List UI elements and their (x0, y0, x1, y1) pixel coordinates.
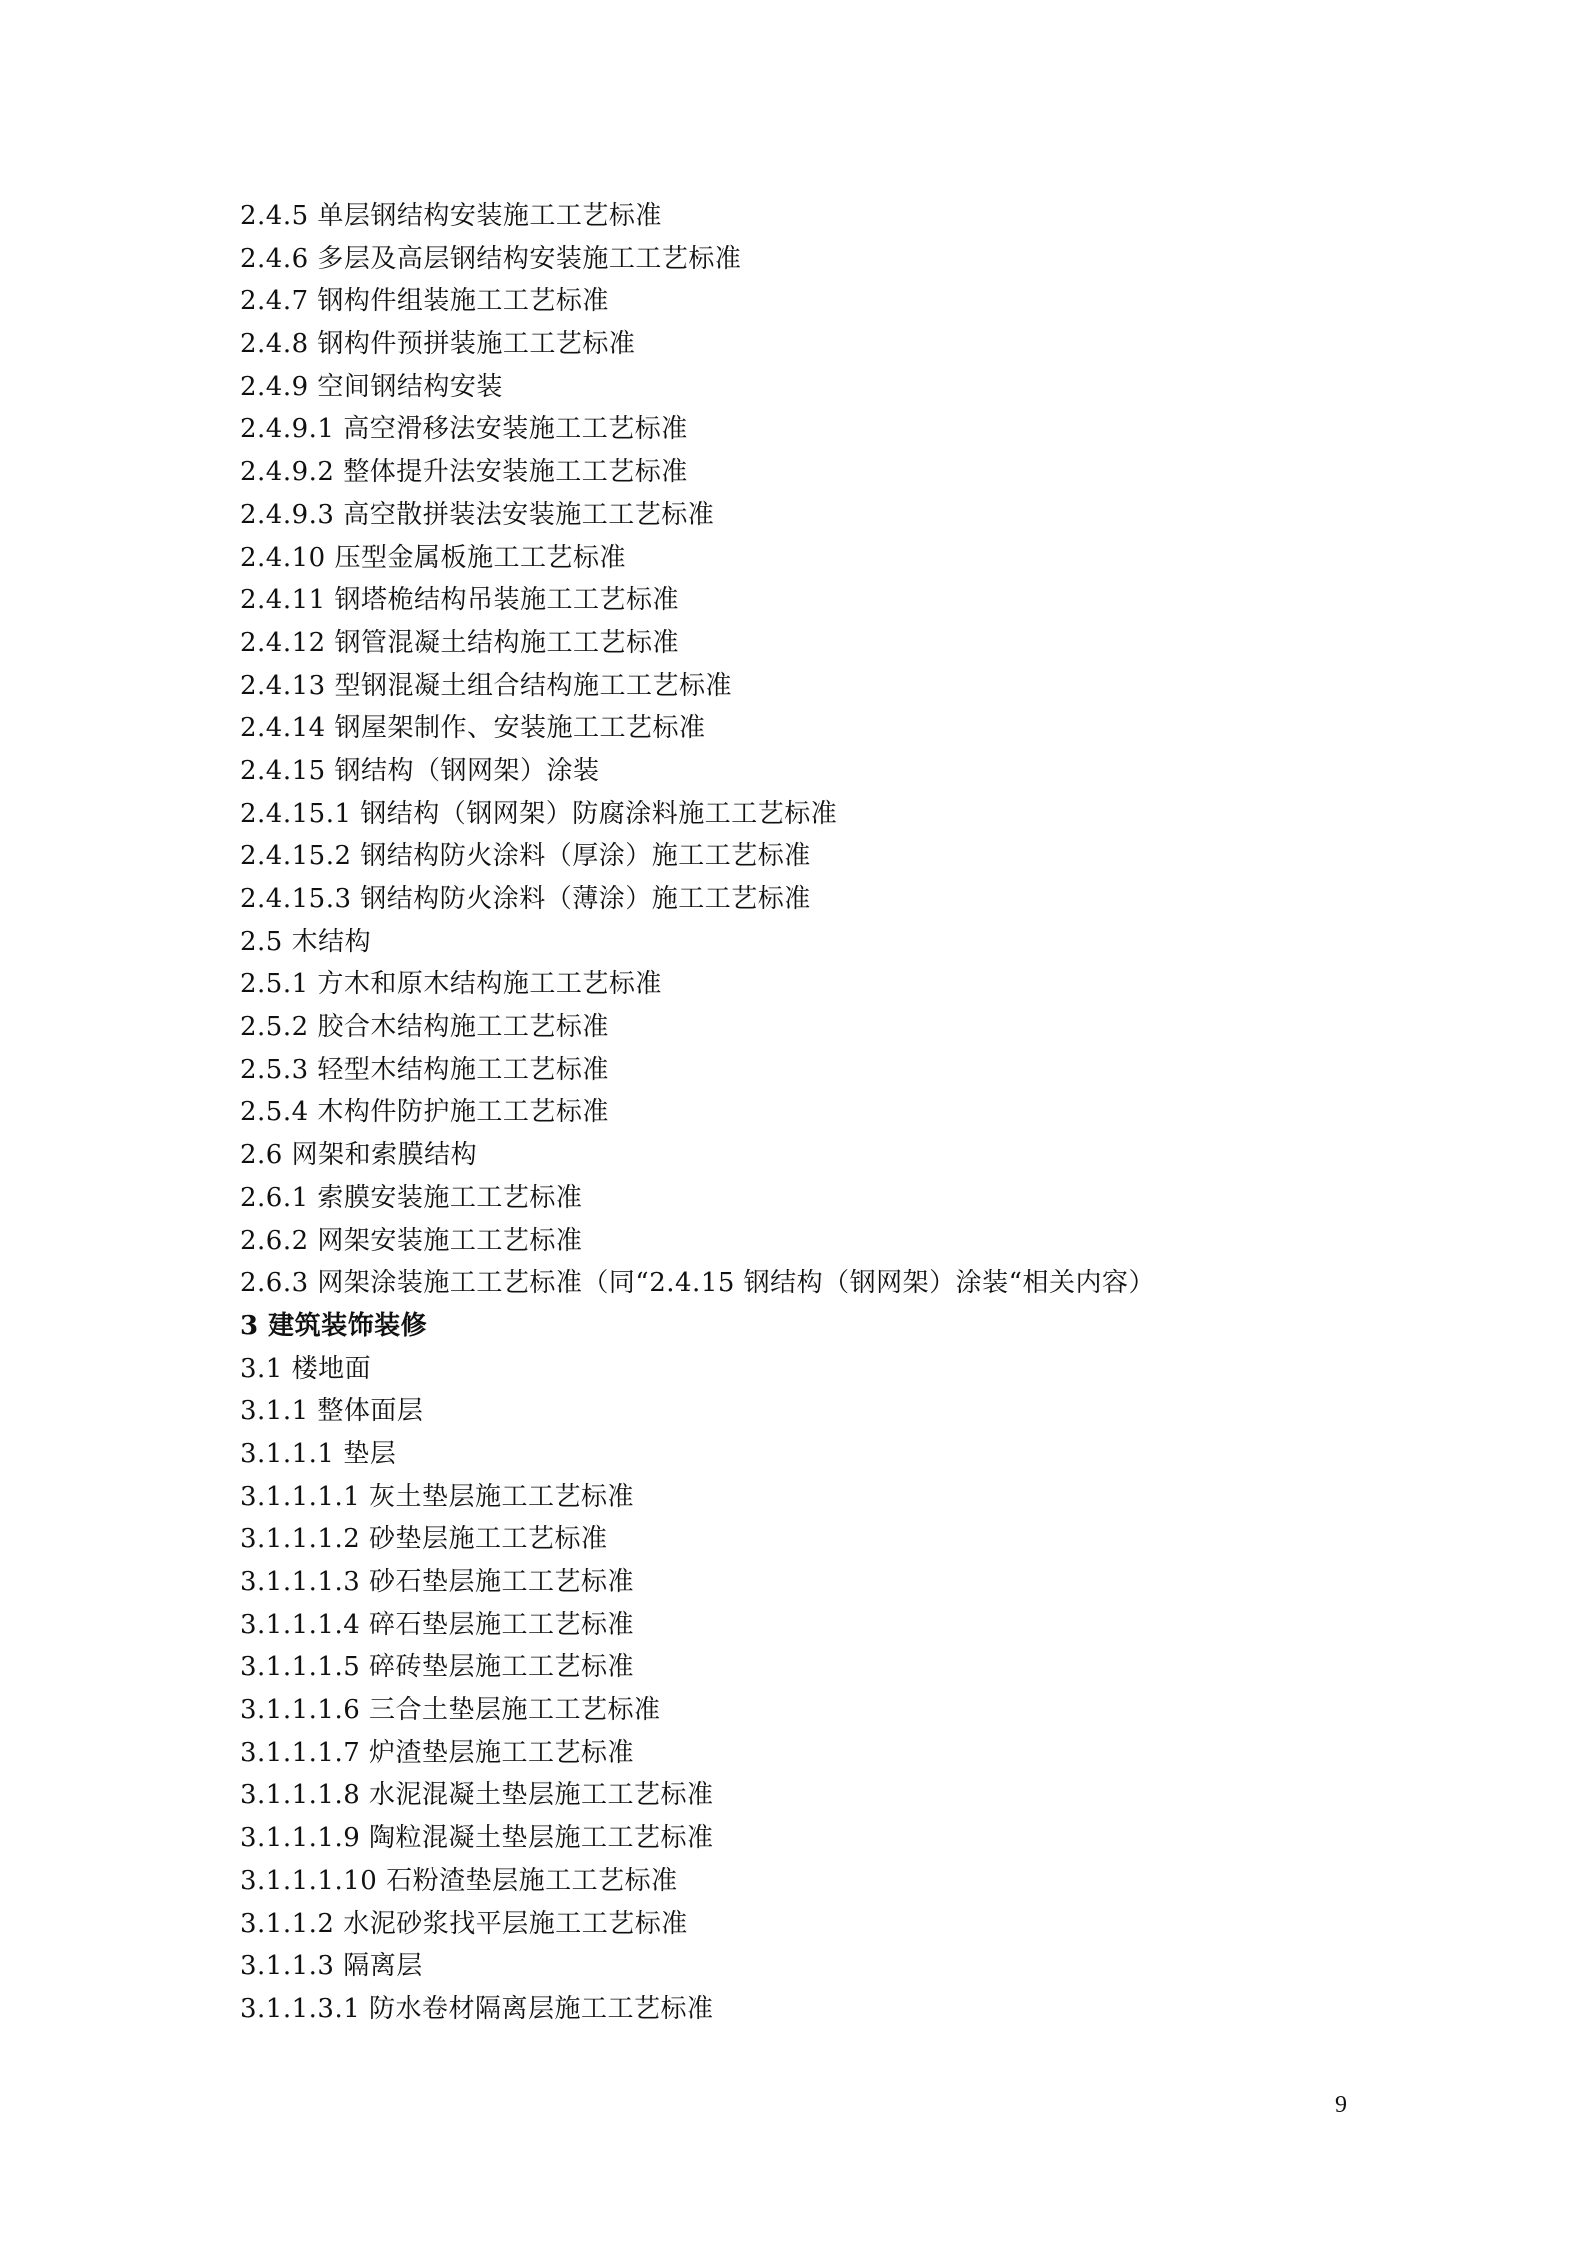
toc-entry: 3.1.1.1.4 碎石垫层施工工艺标准 (240, 1609, 635, 1640)
toc-entry: 2.4.15.1 钢结构（钢网架）防腐涂料施工工艺标准 (240, 798, 838, 829)
toc-heading: 3 建筑装饰装修 (240, 1310, 428, 1341)
toc-entry: 2.4.6 多层及高层钢结构安装施工工艺标准 (240, 243, 742, 274)
toc-entry: 2.4.15.3 钢结构防火涂料（薄涂）施工工艺标准 (240, 884, 811, 914)
toc-entry: 3.1.1.3.1 防水卷材隔离层施工工艺标准 (240, 1993, 714, 2024)
toc-entry: 2.5.4 木构件防护施工工艺标准 (240, 1097, 609, 1128)
toc-entry: 2.4.11 钢塔桅结构吊装施工工艺标准 (240, 585, 679, 616)
toc-entry: 2.5.1 方木和原木结构施工工艺标准 (240, 969, 662, 1000)
toc-entry: 2.6 网架和索膜结构 (240, 1140, 478, 1171)
toc-entry: 3.1.1.1.2 砂垫层施工工艺标准 (240, 1524, 608, 1555)
toc-entry: 3.1.1.2 水泥砂浆找平层施工工艺标准 (240, 1908, 688, 1939)
toc-entry: 3.1.1.1.10 石粉渣垫层施工工艺标准 (240, 1865, 678, 1896)
toc-entry: 3.1 楼地面 (240, 1353, 372, 1384)
toc-entry: 2.4.15 钢结构（钢网架）涂装 (240, 755, 600, 786)
toc-entry: 3.1.1 整体面层 (240, 1396, 424, 1427)
toc-entry: 2.4.7 钢构件组装施工工艺标准 (240, 286, 609, 317)
toc-entry: 3.1.1.1.7 炉渣垫层施工工艺标准 (240, 1737, 635, 1768)
toc-entry: 2.4.8 钢构件预拼装施工工艺标准 (240, 329, 636, 360)
toc-entry: 2.4.9 空间钢结构安装 (240, 371, 503, 402)
toc-entry: 3.1.1.1.1 灰土垫层施工工艺标准 (240, 1481, 635, 1512)
toc-entry: 3.1.1.1.5 碎砖垫层施工工艺标准 (240, 1652, 635, 1683)
toc-entry: 3.1.1.1.9 陶粒混凝土垫层施工工艺标准 (240, 1823, 714, 1854)
toc-entry: 2.4.10 压型金属板施工工艺标准 (240, 542, 626, 573)
toc-entry: 2.5 木结构 (240, 926, 372, 957)
toc-entry: 2.4.9.1 高空滑移法安装施工工艺标准 (240, 414, 688, 445)
toc-entry: 2.6.2 网架安装施工工艺标准 (240, 1225, 583, 1256)
toc-entry: 2.4.5 单层钢结构安装施工工艺标准 (240, 201, 662, 231)
toc-entry: 2.5.3 轻型木结构施工工艺标准 (240, 1054, 609, 1085)
toc-entry: 3.1.1.1.8 水泥混凝土垫层施工工艺标准 (240, 1780, 714, 1811)
toc-entry: 2.5.2 胶合木结构施工工艺标准 (240, 1012, 609, 1043)
toc-entry: 3.1.1.1 垫层 (240, 1438, 397, 1469)
toc-entry: 3.1.1.1.3 砂石垫层施工工艺标准 (240, 1567, 635, 1597)
toc-entry: 2.4.15.2 钢结构防火涂料（厚涂）施工工艺标准 (240, 841, 811, 872)
toc-entry: 2.4.13 型钢混凝土组合结构施工工艺标准 (240, 670, 732, 701)
toc-entry: 2.4.9.2 整体提升法安装施工工艺标准 (240, 457, 688, 488)
toc-entry: 3.1.1.3 隔离层 (240, 1951, 423, 1982)
toc-entry: 2.6.3 网架涂装施工工艺标准（同“2.4.15 钢结构（钢网架）涂装“相关内容） (240, 1268, 1155, 1299)
toc-entry: 2.6.1 索膜安装施工工艺标准 (240, 1182, 583, 1213)
page-number: 9 (1335, 2092, 1347, 2118)
toc-entry: 2.4.14 钢屋架制作、安装施工工艺标准 (240, 713, 706, 744)
toc-entry: 3.1.1.1.6 三合土垫层施工工艺标准 (240, 1695, 661, 1726)
toc-entry: 2.4.12 钢管混凝土结构施工工艺标准 (240, 627, 679, 658)
table-of-contents (240, 195, 1420, 2031)
toc-entry: 2.4.9.3 高空散拼装法安装施工工艺标准 (240, 499, 715, 530)
